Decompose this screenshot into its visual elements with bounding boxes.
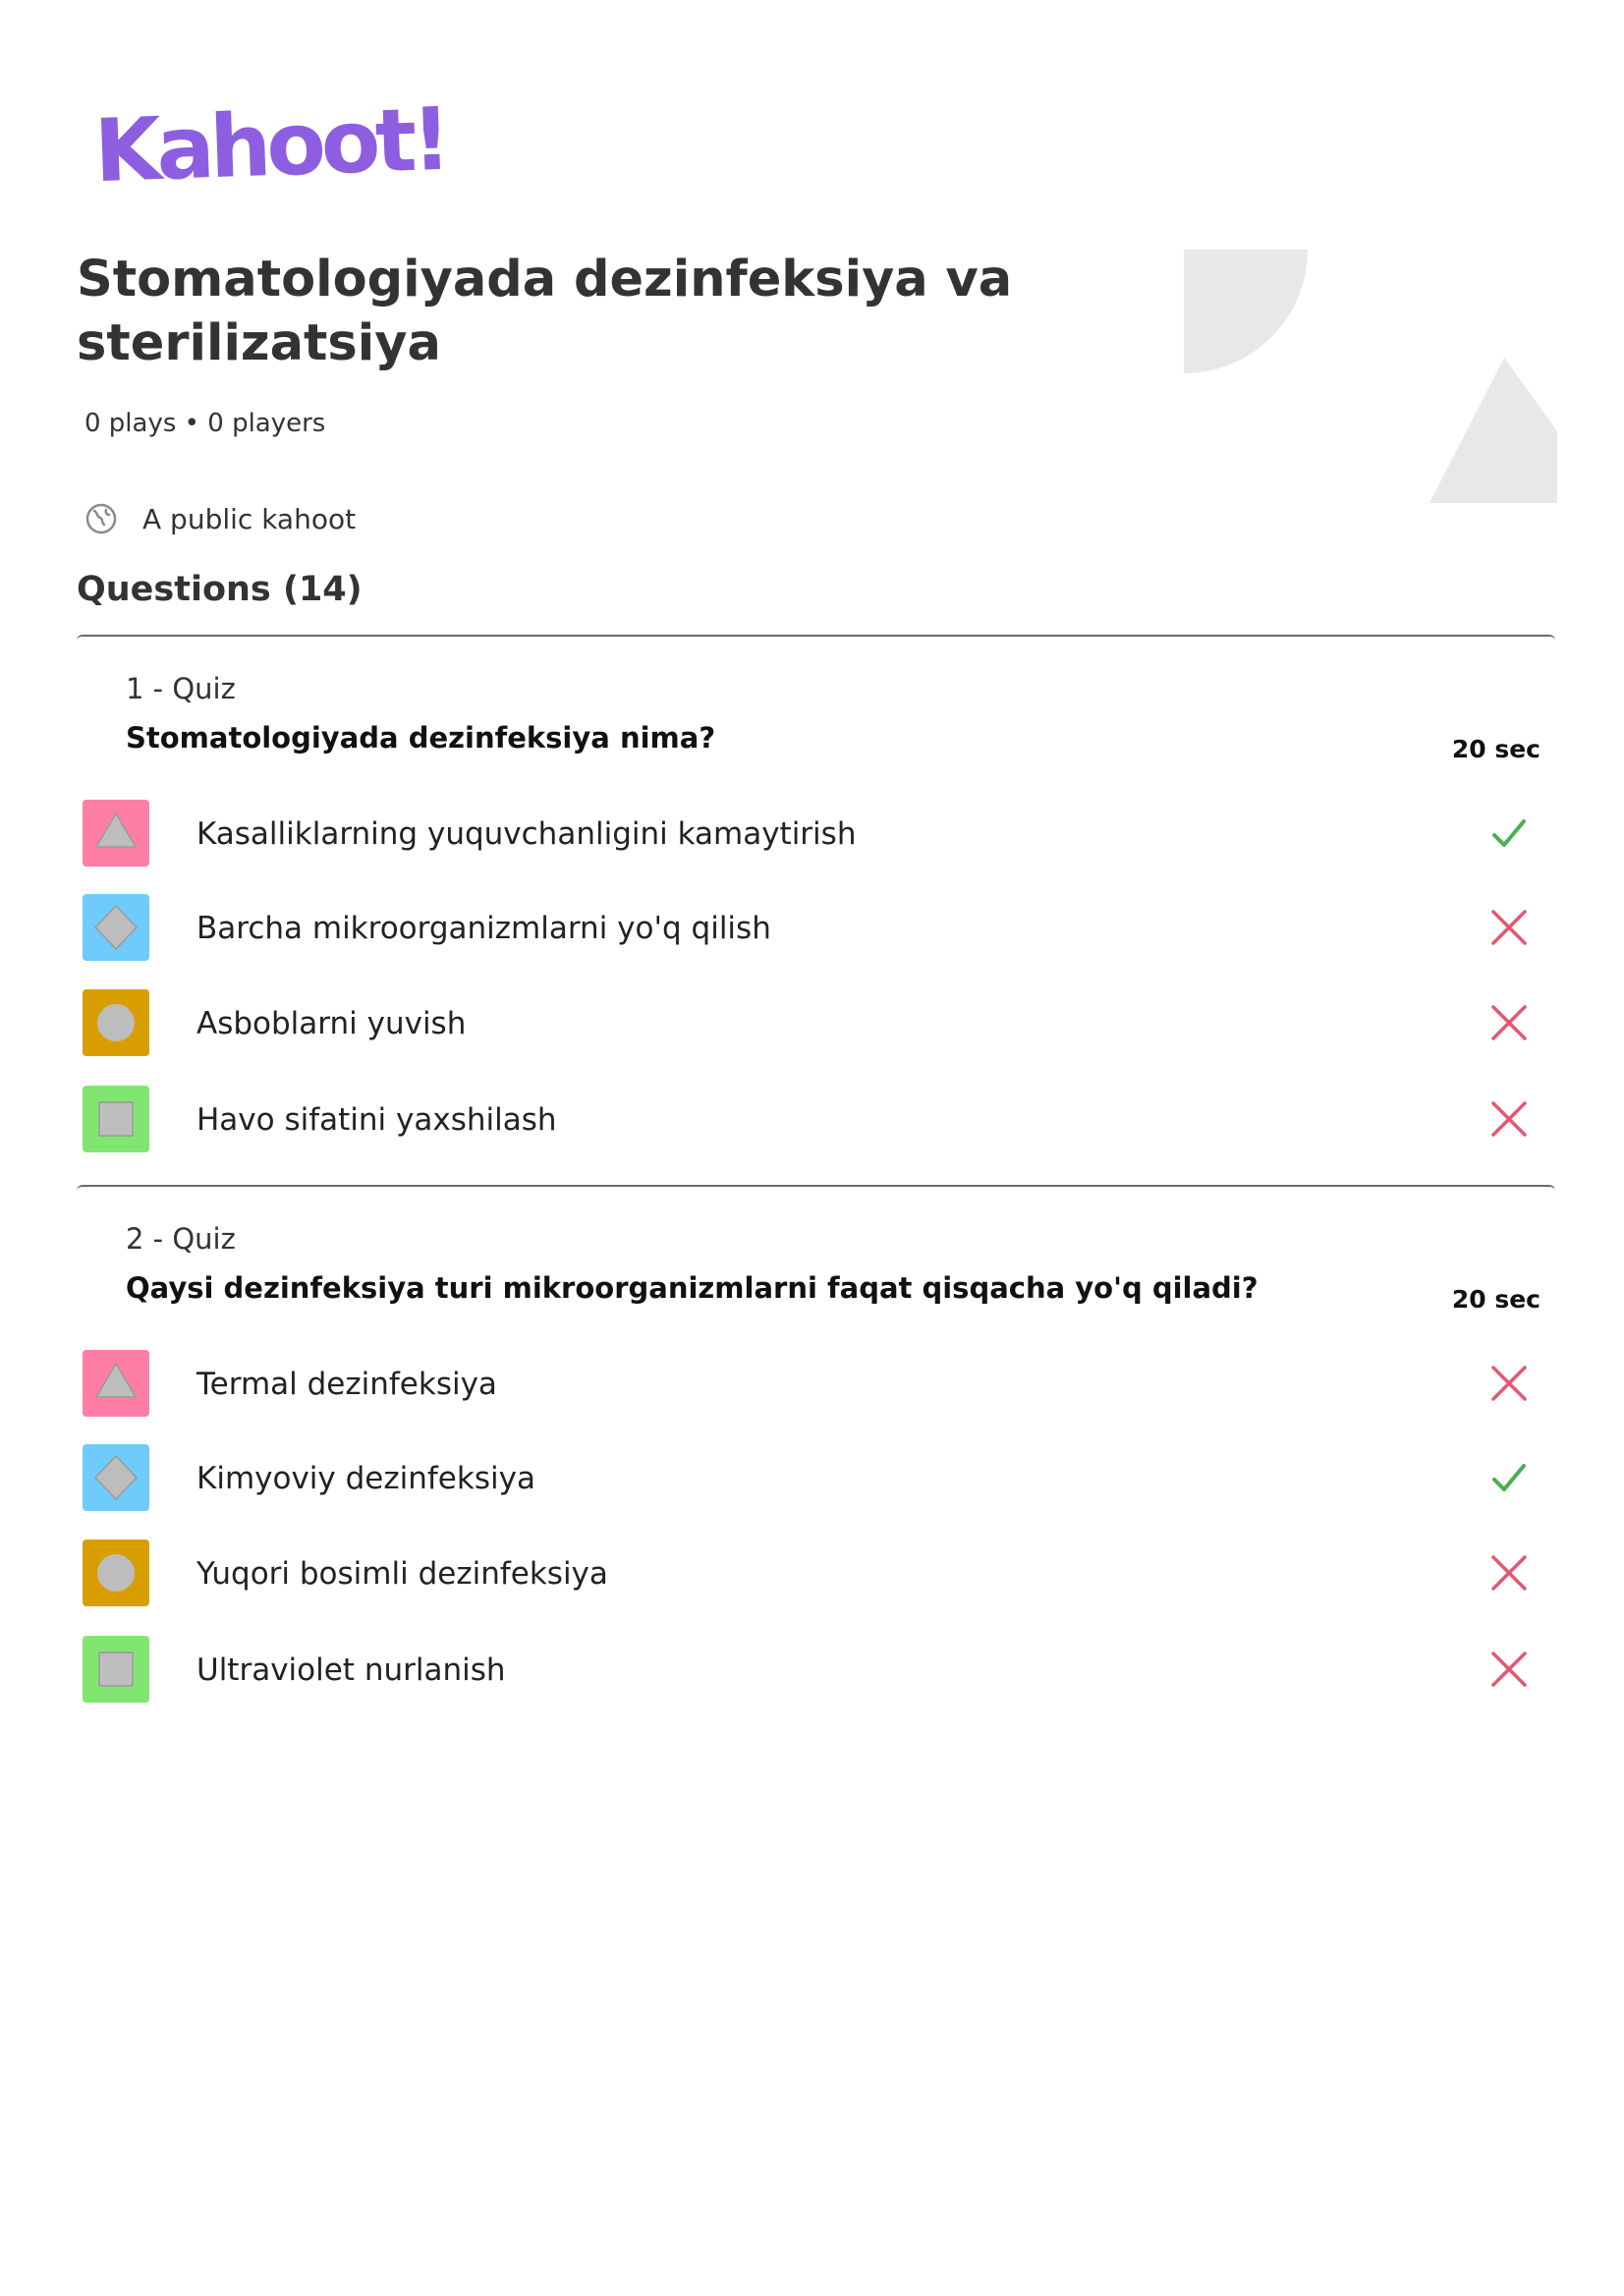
answer-text: Ultraviolet nurlanish <box>196 1652 506 1688</box>
answer-result <box>1489 1364 1529 1403</box>
cross-icon <box>1489 1099 1529 1139</box>
play-stats: 0 plays • 0 players <box>84 409 326 438</box>
question-card <box>77 1185 1555 1737</box>
answer-row <box>83 989 1546 1056</box>
answer-shape-red <box>83 800 149 867</box>
answer-row <box>83 1444 1546 1511</box>
answer-result <box>1489 1003 1529 1042</box>
answer-text: Kimyoviy dezinfeksiya <box>196 1461 535 1496</box>
globe-icon <box>84 502 118 535</box>
answer-text: Barcha mikroorganizmlarni yo'q qilish <box>196 911 771 946</box>
question-type: 1 - Quiz <box>126 672 236 705</box>
decorative-shapes <box>1184 250 1557 503</box>
visibility-label: A public kahoot <box>142 502 357 535</box>
questions-heading: Questions (14) <box>77 570 363 609</box>
answer-shape-green <box>83 1086 149 1152</box>
cross-icon <box>1489 908 1529 947</box>
question-text: Stomatologiyada dezinfeksiya nima? <box>126 721 716 755</box>
answer-shape-blue <box>83 1444 149 1511</box>
question-card <box>77 635 1555 1187</box>
answer-result <box>1489 908 1529 947</box>
answer-row <box>83 1540 1546 1606</box>
answer-result <box>1489 1099 1529 1139</box>
answer-result <box>1489 1553 1529 1593</box>
cross-icon <box>1489 1553 1529 1593</box>
answer-text: Yuqori bosimli dezinfeksiya <box>196 1556 608 1592</box>
kahoot-logo: Kahoot! <box>92 87 449 202</box>
answer-shape-yellow <box>83 989 149 1056</box>
square-icon <box>83 1086 149 1152</box>
check-icon <box>1489 813 1529 853</box>
answer-shape-red <box>83 1350 149 1417</box>
cross-icon <box>1489 1364 1529 1403</box>
cross-icon <box>1489 1650 1529 1689</box>
square-icon <box>83 1636 149 1703</box>
answer-result <box>1489 1458 1529 1497</box>
answer-row <box>83 800 1546 867</box>
answer-result <box>1489 813 1529 853</box>
cross-icon <box>1489 1003 1529 1042</box>
time-limit: 20 sec <box>1451 1285 1540 1314</box>
answer-text: Kasalliklarning yuquvchanligini kamaytirish <box>196 816 857 852</box>
answer-shape-blue <box>83 894 149 961</box>
question-type: 2 - Quiz <box>126 1222 236 1256</box>
circle-icon <box>83 1540 149 1606</box>
question-text: Qaysi dezinfeksiya turi mikroorganizmlarni faqat qisqacha yo'q qiladi? <box>126 1271 1259 1305</box>
diamond-icon <box>83 894 149 961</box>
kahoot-title: Stomatologiyada dezinfeksiya va sterilizatsiya <box>77 251 1013 372</box>
time-limit: 20 sec <box>1451 735 1540 763</box>
answer-result <box>1489 1650 1529 1689</box>
answer-text: Asboblarni yuvish <box>196 1006 467 1041</box>
triangle-icon <box>83 1350 149 1417</box>
circle-icon <box>83 989 149 1056</box>
diamond-icon <box>83 1444 149 1511</box>
answer-shape-green <box>83 1636 149 1703</box>
answer-shape-yellow <box>83 1540 149 1606</box>
answer-row <box>83 1350 1546 1417</box>
answer-row <box>83 1636 1546 1703</box>
answer-row <box>83 1086 1546 1152</box>
answer-row <box>83 894 1546 961</box>
answer-text: Havo sifatini yaxshilash <box>196 1102 557 1138</box>
triangle-icon <box>83 800 149 867</box>
check-icon <box>1489 1458 1529 1497</box>
visibility-info <box>84 499 356 538</box>
answer-text: Termal dezinfeksiya <box>196 1367 497 1402</box>
